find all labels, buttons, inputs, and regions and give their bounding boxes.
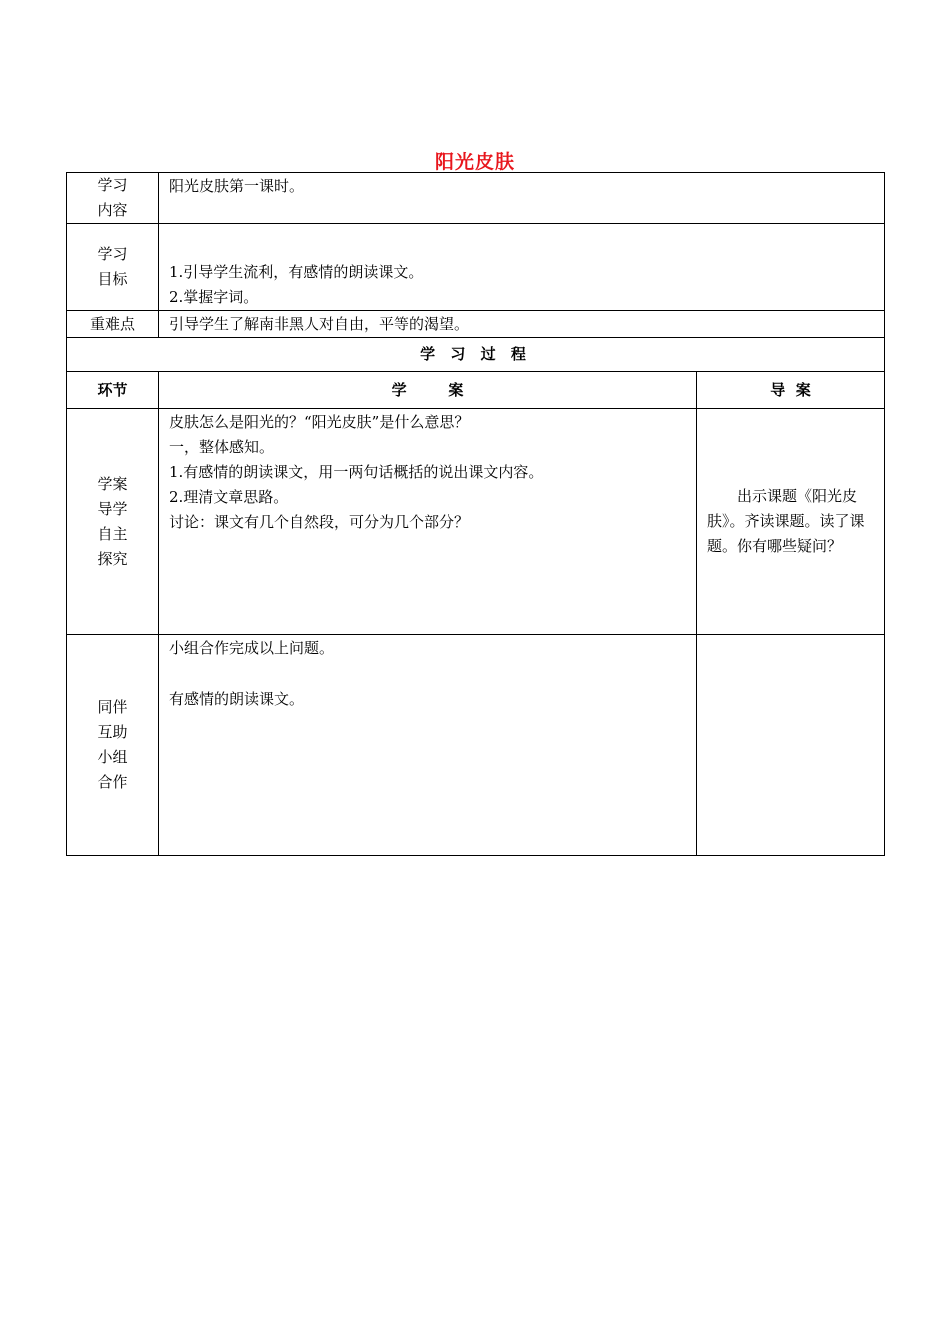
stage-1-label-line: 学案 [97, 474, 128, 493]
label-focus: 重难点 [67, 311, 159, 338]
row-focus [67, 311, 885, 338]
study-line: 皮肤怎么是阳光的？“阳光皮肤”是什么意思？ [169, 413, 470, 431]
stage-2-guide [697, 635, 885, 856]
row-goal [67, 224, 885, 311]
row-headers [67, 372, 885, 409]
label-goal-line-1: 学习 [97, 245, 128, 263]
study-line: 2.理清文章思路。 [169, 488, 289, 506]
label-goal [67, 224, 159, 311]
header-study: 学 案 [159, 372, 697, 409]
row-stage-2 [67, 635, 885, 856]
header-guide: 导 案 [697, 372, 885, 409]
lesson-plan-table [66, 172, 885, 856]
label-content-line-1: 学习 [97, 176, 128, 194]
stage-2-label-line: 合作 [97, 773, 128, 791]
page-title: 阳光皮肤 [434, 151, 515, 173]
stage-1-study [159, 409, 697, 635]
focus-text: 引导学生了解南非黑人对自由，平等的渴望。 [159, 311, 885, 338]
study-line: 讨论：课文有几个自然段，可分为几个部分？ [169, 513, 470, 531]
goal-cell [159, 224, 885, 311]
stage-2-study [159, 635, 697, 856]
stage-1-label-line: 自主 [97, 524, 128, 543]
content-cell [159, 173, 885, 224]
row-process-title [67, 338, 885, 372]
study-line: 1.有感情的朗读课文，用一两句话概括的说出课文内容。 [169, 463, 544, 481]
label-content [67, 173, 159, 224]
study-line: 一，整体感知。 [169, 438, 275, 456]
process-title: 学 习 过 程 [67, 338, 885, 372]
label-stage-2 [67, 635, 159, 856]
stage-1-guide: 出示课题《阳光皮肤》。齐读课题。读了课题。你有哪些疑问？ [697, 409, 885, 635]
label-goal-line-2: 目标 [97, 270, 128, 288]
study-line: 小组合作完成以上问题。 [169, 639, 335, 657]
row-content [67, 173, 885, 224]
goal-item: 2.掌握字词。 [169, 288, 259, 306]
stage-1-label-line: 探究 [97, 549, 128, 568]
content-text: 阳光皮肤第一课时。 [169, 177, 305, 195]
header-stage: 环节 [67, 372, 159, 409]
stage-2-label-line: 互助 [97, 723, 128, 741]
stage-1-label-line: 导学 [97, 499, 128, 518]
goal-item: 1.引导学生流利，有感情的朗读课文。 [169, 263, 424, 281]
stage-2-label-line: 小组 [97, 748, 128, 766]
label-content-line-2: 内容 [97, 201, 128, 219]
study-line: 有感情的朗读课文。 [169, 690, 305, 708]
stage-2-label-line: 同伴 [97, 698, 128, 716]
row-stage-1 [67, 409, 885, 635]
label-stage-1 [67, 409, 159, 635]
